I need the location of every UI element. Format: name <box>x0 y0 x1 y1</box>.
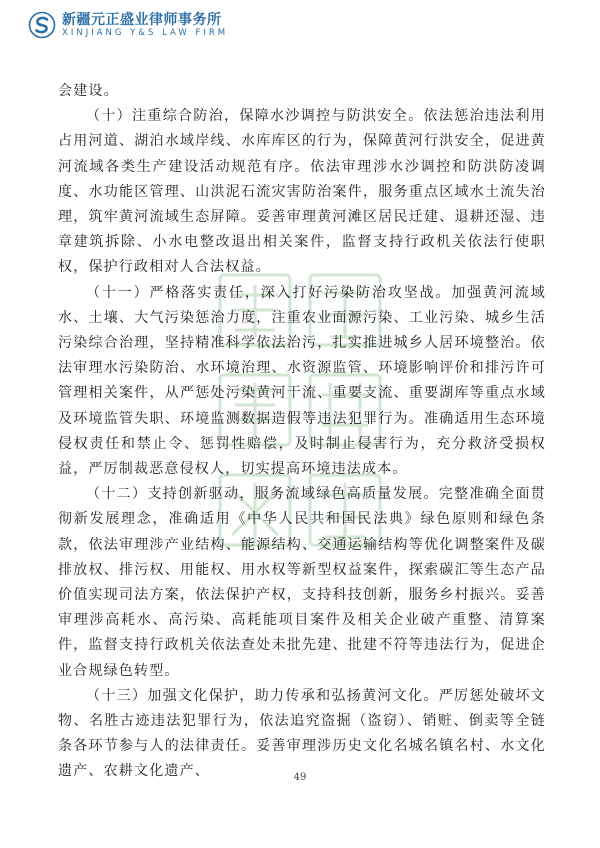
firm-name-english: XINJIANG Y&S LAW FIRM <box>62 27 229 38</box>
paragraph-item-12: （十二）支持创新驱动，服务流域绿色高质量发展。完整准确全面贯彻新发展理念，准确适用《中华人民共和国民法典》绿色原则和绿色条款，依法审理涉产业结构、能源结构、交通运输结构等优化调整案件及碳排放权、排污权、用能权、用水权等新型权益案件，探索碳汇等生态产品价值实现司法方案，依法保护产权，支持科技创新，服务乡村振兴。妥善审理涉高耗水、高污染、高耗能项目案件及相关企业破产重整、清算案件，监督支持行政机关依法查处未批先建、批建不符等违法行为，促进企业合规绿色转型。 <box>58 486 546 679</box>
document-body <box>58 79 546 785</box>
paragraph-continuation: 会建设。 <box>58 83 119 99</box>
paragraph-item-10: （十）注重综合防治，保障水沙调控与防洪安全。依法惩治违法利用占用河道、湖泊水域岸线、水库库区的行为，保障黄河行洪安全，促进黄河流域各类生产建设活动规范有序。依法审理涉水沙调控和防洪防凌调度、水功能区管理、山洪泥石流灾害防治案件，服务重点区域水土流失治理，筑牢黄河流域生态屏障。妥善审理黄河滩区居民迁建、退耕还湿、违章建筑拆除、小水电整改退出相关案件，监督支持行政机关依法行使职权，保护行政相对人合法权益。 <box>58 108 546 276</box>
letterhead <box>28 10 228 40</box>
page-number: 49 <box>293 772 307 783</box>
swirl-s-logo-icon <box>28 11 56 39</box>
firm-name-chinese: 新疆元正盛业律师事务所 <box>62 11 222 28</box>
firm-names <box>62 12 228 39</box>
paragraph-item-13: （十三）加强文化保护，助力传承和弘扬黄河文化。严厉惩处破坏文物、名胜古迹违法犯罪行为，依法追究盗掘（盗窃）、销赃、倒卖等全链条各环节参与人的法律责任。妥善审理涉历史文化名城名镇名村、水文化遗产、农耕文化遗产、 <box>58 687 546 780</box>
paragraph-item-11: （十一）严格落实责任，深入打好污染防治攻坚战。加强黄河流域水、土壤、大气污染惩治力度，注重农业面源污染、工业污染、城乡生活污染综合治理，坚持精准科学依法治污，扎实推进城乡人居环境整治。依法审理水污染防治、水环境治理、水资源监管、环境影响评价和排污许可管理相关案件，从严惩处污染黄河干流、重要支流、重要湖库等重点水域及环境监管失职、环境监测数据造假等违法犯罪行为。准确适用生态环境侵权责任和禁止令、惩罚性赔偿，及时制止侵害行为，充分救济受损权益，严厉制裁恶意侵权人，切实提高环境违法成本。 <box>58 284 546 478</box>
